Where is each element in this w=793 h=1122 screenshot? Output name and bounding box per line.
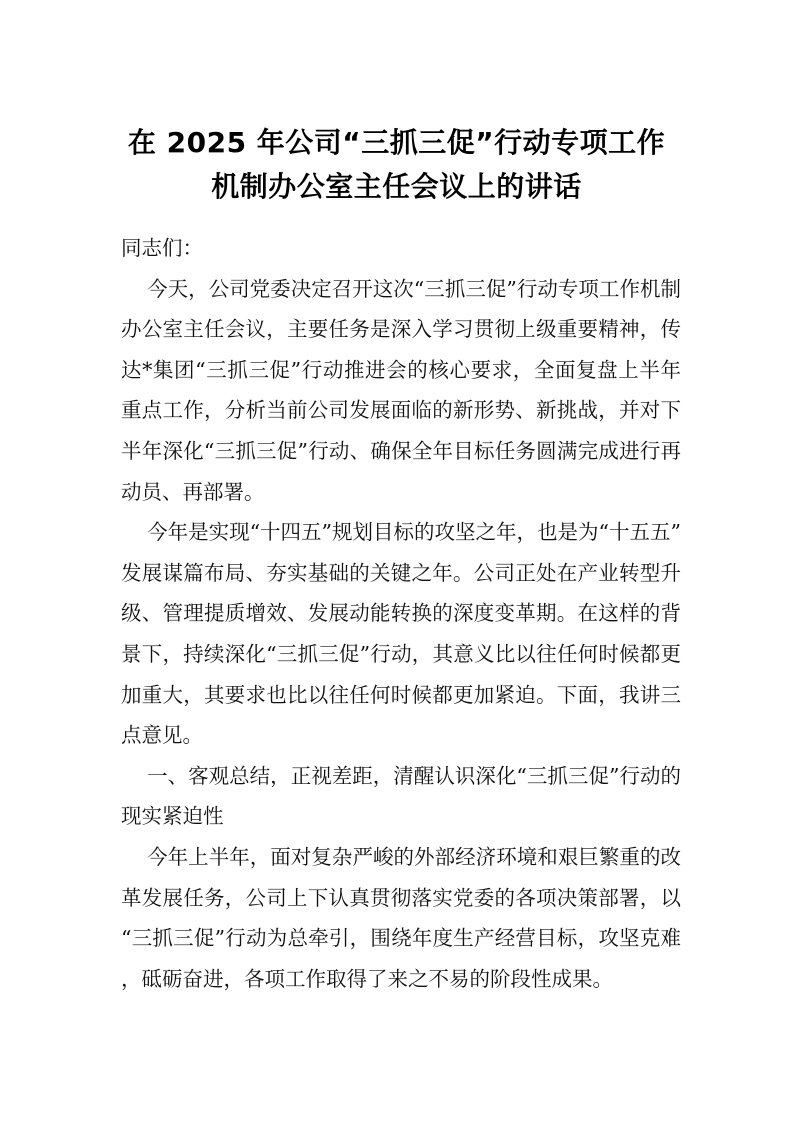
paragraph-first-half-summary: 今年上半年，面对复杂严峻的外部经济环境和艰巨繁重的改革发展任务，公司上下认真贯彻落实党委的各项决策部署，以“三抓三促”行动为总牵引，围绕年度生产经营目标，攻坚克难，砥砺奋进，各项工作取得了来之不易的阶段性成果。 xyxy=(121,844,681,991)
paragraph-opening: 今天，公司党委决定召开这次“三抓三促”行动专项工作机制办公室主任会议，主要任务是深入学习贯彻上级重要精神，传达*集团“三抓三促”行动推进会的核心要求，全面复盘上半年重点工作，分析当前公司发展面临的新形势、新挑战，并对下半年深化“三抓三促”行动、确保全年目标任务圆满完成进行再动员、再部署。 xyxy=(121,276,681,504)
salutation: 同志们： xyxy=(121,236,203,260)
document-body xyxy=(121,228,681,999)
paragraph-context: 今年是实现“十四五”规划目标的攻坚之年，也是为“十五五”发展谋篇布局、夯实基础的关键之年。公司正处在产业转型升级、管理提质增效、发展动能转换的深度变革期。在这样的背景下，持续深化“三抓三促”行动，其意义比以往任何时候都更加重大，其要求也比以往任何时候都更加紧迫。下面，我讲三点意见。 xyxy=(121,520,681,748)
document-title-line-2: 机制办公室主任会议上的讲话 xyxy=(211,170,582,203)
section-heading-1: 一、客观总结，正视差距，清醒认识深化“三抓三促”行动的现实紧迫性 xyxy=(121,763,681,829)
document-title-line-1: 在 2025 年公司“三抓三促”行动专项工作 xyxy=(127,126,666,159)
